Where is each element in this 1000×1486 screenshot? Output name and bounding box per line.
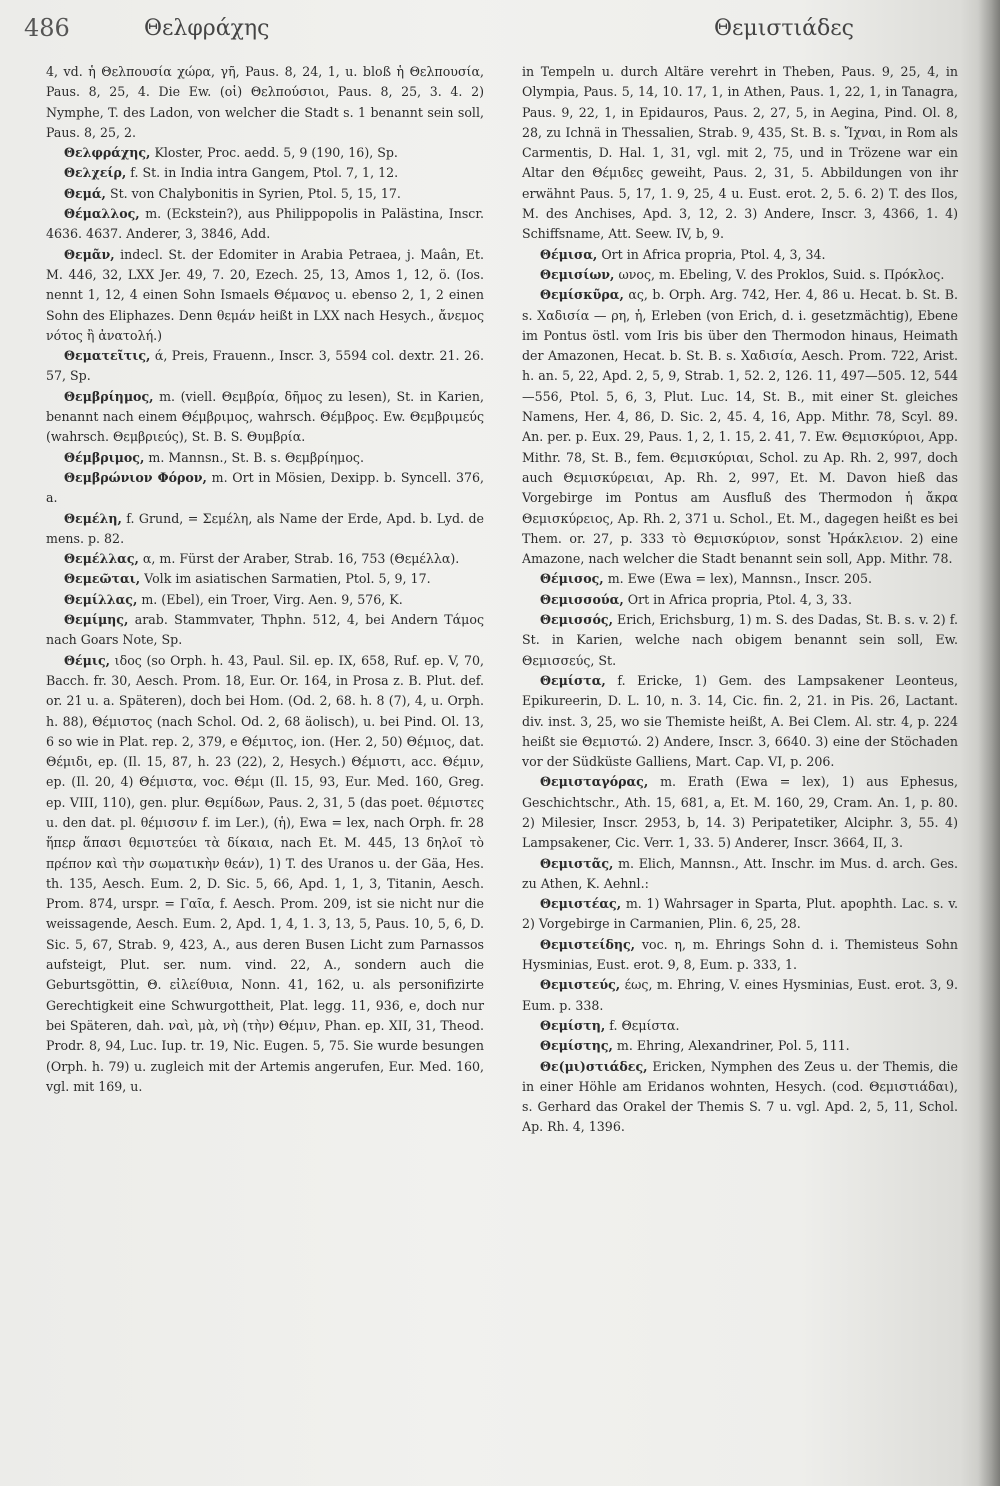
dictionary-entry: [522, 894, 958, 935]
entry-lemma: Θεμέλλας,: [64, 551, 139, 567]
entry-lemma: Θεμιστεύς,: [540, 977, 621, 993]
entry-continuation: [46, 62, 484, 143]
entry-text: m. Ort in Mösien, Dexipp. b. Syncell. 376, a.: [46, 469, 484, 506]
dictionary-entry: [46, 387, 484, 448]
dictionary-entry: [46, 143, 484, 163]
entry-text: in Tempeln u. durch Altäre verehrt in Theben, Paus. 9, 25, 4, in Olympia, Paus. 5, 14, 10. 17, 1, in Athen, Paus. 1, 22, 1, in Tanagra, Paus. 9, 22, 1, in Epidauros, Paus. 2, 27, 5, in Aegina, Pind. Ol. 8, 28, zu Ichnä in Thessalien, Strab. 9, 435, St. B. s. Ἴχναι, in Rom als Carmentis, D. Hal. 1, 31, vgl. mit 2, 75, und in Trözene war ein Altar den Θέμιδες geweiht, Paus. 2, 31, 5. Abbildungen von ihr erwähnt Paus. 5, 17, 1. 9, 25, 4 u. Eust. erot. 2, 5. 6. 2) T. des Ilos, M. des Anchises, Apd. 3, 12, 2. 3) Andere, Inscr. 3, 4366, 1. 4) Schiffsname, Att. Seew. IV, b, 9.: [522, 64, 958, 242]
entry-text: ιδος (so Orph. h. 43, Paul. Sil. ep. IX, 658, Ruf. ep. V, 70, Bacch. fr. 30, Aesch. Prom. 18, Eur. Or. 164, in Prosa z. B. Plut. def. or. 21 u. a. Späteren), doch bei Hom. (Od. 2, 68. h. 8 (7), 4, u. Orph. h. 88), Θέμιστος (nach Schol. Od. 2, 68 äolisch), u. bei Pind. Ol. 13, 6 so wie in Plat. rep. 2, 379, e Θέμιτος, ion. (Her. 2, 50) Θέμιος, dat. Θέμιδι, ep. (Il. 15, 87, h. 23 (22), 2, Hesych.) Θέμιστι, acc. Θέμιν, ep. (Il. 20, 4) Θέμιστα, voc. Θέμι (Il. 15, 93, Eur. Med. 160, Greg. ep. VIII, 110), gen. plur. Θεμίδων, Paus. 2, 31, 5 (das poet. θέμιστες u. den dat. pl. θέμισσιν f. im Ler.), (ἡ), Ewa = lex, nach Orph. fr. 28 ἥπερ ἅπασι θεμιστεύει τὰ δίκαια, nach Et. M. 445, 13 δηλοῖ τὸ πρέπον καὶ τὴν σωματικὴν θεάν), 1) T. des Uranos u. der Gäa, Hes. th. 135, Aesch. Eum. 2, D. Sic. 5, 66, Apd. 1, 1, 3, Titanin, Aesch. Prom. 874, urspr. = Γαῖα, f. Aesch. Prom. 209, ist sie nicht nur die weissagende, Aesch. Eum. 2, Apd. 1, 4, 1. 3, 13, 5, Paus. 10, 5, 6, D. Sic. 5, 67, Strab. 9, 423, A., aus deren Busen Licht zum Parnassos aufsteigt, Plut. ser. num. vind. 22, A., sondern auch die Geburtsgöttin, Θ. εἰλείθυια, Nonn. 41, 162, u. als personifizirte Gerechtigkeit eine Schwurgottheit, Plat. legg. 11, 936, e, doch nur bei Späteren, dah. ναὶ, μὰ, νὴ (τὴν) Θέμιν, Phan. ep. XII, 31, Theod. Prodr. 8, 94, Luc. Iup. tr. 19, Nic. Eugen. 5, 75. Sie wurde besungen (Orph. h. 79) u. zugleich mit der Artemis angerufen, Eur. Med. 160, vgl. mit 169, u.: [46, 652, 484, 1094]
entry-text: Kloster, Proc. aedd. 5, 9 (190, 16), Sp.: [154, 145, 398, 161]
entry-text: arab. Stammvater, Thphn. 512, 4, bei Andern Τάμος nach Goars Note, Sp.: [46, 612, 484, 648]
entry-text: Ort in Africa propria, Ptol. 4, 3, 33.: [627, 591, 852, 607]
entry-text: m. Mannsn., St. B. s. Θεμβρίημος.: [148, 449, 364, 465]
entry-text: St. von Chalybonitis in Syrien, Ptol. 5, 15, 17.: [109, 185, 401, 201]
page-number: 486: [24, 14, 70, 42]
entry-lemma: Θελχείρ,: [64, 165, 127, 181]
entry-text: Volk im asiatischen Sarmatien, Ptol. 5, 9, 17.: [144, 571, 431, 587]
entry-text: m. (viell. Θεμβρία, δῆμος zu lesen), St. in Karien, benannt nach einem Θέμβριμος, wahrsch. Θέμβρος. Ew. Θεμβριμεύς (wahrsch. Θεμβριεύς), St. B. S. Θυμβρία.: [46, 388, 484, 445]
dictionary-entry: [46, 346, 484, 387]
entry-continuation: [522, 62, 958, 245]
entry-lemma: Θεμισσούα,: [540, 591, 624, 607]
entry-text: Ort in Africa propria, Ptol. 4, 3, 34.: [601, 246, 826, 262]
entry-text: f. Θεμίστα.: [609, 1017, 680, 1033]
page-header: [24, 6, 976, 46]
dictionary-entry: [46, 204, 484, 245]
dictionary-entry: [46, 610, 484, 651]
dictionary-entry: [46, 590, 484, 610]
dictionary-entry: [522, 590, 958, 610]
entry-lemma: Θέμισος,: [540, 571, 604, 587]
dictionary-entry: [522, 610, 958, 671]
entry-text: ωνος, m. Ebeling, V. des Proklos, Suid. s. Πρόκλος.: [618, 266, 945, 282]
entry-text: 4, vd. ἡ Θελπουσία χώρα, γῆ, Paus. 8, 24, 1, u. bloß ἡ Θελπουσία, Paus. 8, 25, 4. Die Ew. (οἱ) Θελπούσιοι, Paus. 8, 25, 3. 4. 2) Nymphe, T. des Ladon, von welcher die Stadt s. 1 benannt sein soll, Paus. 8, 25, 2.: [46, 64, 484, 140]
entry-lemma: Θέμισα,: [540, 246, 598, 262]
entry-text: f. Grund, = Σεμέλη, als Name der Erde, Apd. b. Lyd. de mens. p. 82.: [46, 510, 484, 546]
entry-lemma: Θέμβριμος,: [64, 449, 145, 465]
entry-text: Ericken, Nymphen des Zeus u. der Themis, die in einer Höhle am Eridanos wohnten, Hesych. (cod. Θεμιστιάδαι), s. Gerhard das Orakel der Themis S. 7 u. vgl. Apd. 2, 5, 11, Schol. Ap. Rh. 4, 1396.: [522, 1058, 958, 1135]
entry-text: m. (Ebel), ein Troer, Virg. Aen. 9, 576, K.: [141, 591, 403, 607]
dictionary-entry: [522, 975, 958, 1016]
dictionary-entry: [522, 1036, 958, 1056]
entry-lemma: Θεμεῶται,: [64, 571, 141, 587]
dictionary-entry: [46, 509, 484, 550]
entry-text: Erich, Erichsburg, 1) m. S. des Dadas, St. B. s. v. 2) f. St. in Karien, welche nach obigem benannt sein soll, Ew. Θεμισσεύς, St.: [522, 612, 958, 668]
dictionary-entry: [46, 549, 484, 569]
entry-lemma: Θεμιστείδης,: [540, 936, 636, 952]
entry-lemma: Θεμᾶν,: [64, 246, 115, 262]
entry-lemma: Θεμίστης,: [540, 1038, 613, 1054]
entry-lemma: Θεμισταγόρας,: [540, 774, 649, 790]
dictionary-entry: [522, 772, 958, 853]
entry-lemma: Θεμίστη,: [540, 1017, 606, 1033]
entry-text: indecl. St. der Edomiter in Arabia Petraea, j. Maân, Et. M. 446, 32, LXX Jer. 49, 7. 20, Ezech. 25, 13, Amos 1, 12, ö. (Ios. nennt 1, 12, 4 einen Sohn Ismaels Θέμανος u. ebenso 2, 1, 2 einen Sohn des Eliphazes. Denn θεμάν heißt in LXX nach Hesych., ἄνεμος νότος ἢ ἀνατολή.): [46, 246, 484, 343]
entry-text: f. St. in India intra Gangem, Ptol. 7, 1, 12.: [130, 165, 399, 181]
dictionary-entry: [522, 935, 958, 976]
running-headword-left: Θελφράχης: [144, 16, 270, 41]
entry-text: m. Ehring, Alexandriner, Pol. 5, 111.: [616, 1038, 850, 1054]
entry-lemma: Θέμις,: [64, 652, 110, 668]
entry-text: ας, b. Orph. Arg. 742, Her. 4, 86 u. Hecat. b. St. B. s. Χαδισία — ρη, ἡ, Erleben (von Erich, d. i. gesetzmächtig), Ebene im Pontus östl. vom Iris bis über den Thermodon hinaus, Heimath der Amazonen, Hecat. b. St. B. s. Χαδισία, Aesch. Prom. 722, Arist. h. an. 5, 22, Apd. 2, 5, 9, Strab. 1, 52. 2, 126. 11, 497—505. 12, 544—556, Ptol. 5, 6, 3, Plut. Luc. 14, St. B., mit einer St. gleiches Namens, Her. 4, 86, D. Sic. 2, 45. 4, 16, App. Mithr. 78, Scyl. 89. An. per. p. Eux. 29, Paus. 1, 2, 1. 15, 2. 41, 7. Ew. Θεμισκύριοι, App. Mithr. 78, St. B., fem. Θεμισκύριαι, Schol. zu Ap. Rh. 2, 997, doch auch Θεμισκύρειαι, Ap. Rh. 2, 997, Et. M. Davon hieß das Vorgebirge im Pontus am Ausfluß des Thermodon ἡ ἄκρα Θεμισκύρειος, Ap. Rh. 2, 371 u. Schol., Et. M., dagegen heißt es bei Them. or. 27, p. 333 τὸ Θεμισκύριον, sonst Ἡράκλειον. 2) eine Amazone, nach welcher die Stadt benannt sein soll, App. Mithr. 78.: [522, 287, 958, 567]
dictionary-entry: [522, 854, 958, 895]
dictionary-entry: [46, 569, 484, 589]
entry-lemma: Θεμβρώνιον Φόρον,: [64, 469, 207, 485]
entry-text: έως, m. Ehring, V. eines Hysminias, Eust. erot. 3, 9. Eum. p. 338.: [522, 977, 958, 1013]
dictionary-entry: [46, 184, 484, 204]
entry-lemma: Θεμβρίημος,: [64, 388, 154, 404]
entry-text: ά, Preis, Frauenn., Inscr. 3, 5594 col. dextr. 21. 26. 57, Sp.: [46, 348, 484, 384]
entry-text: m. Elich, Mannsn., Att. Inschr. im Mus. d. arch. Ges. zu Athen, K. Aehnl.:: [522, 855, 958, 891]
entry-lemma: Θελφράχης,: [64, 145, 151, 161]
entry-text: m. Ewe (Ewa = lex), Mannsn., Inscr. 205.: [607, 571, 873, 587]
dictionary-entry: [522, 569, 958, 589]
entry-lemma: Θεμισσός,: [540, 612, 613, 628]
dictionary-entry: [46, 163, 484, 183]
entry-text: m. 1) Wahrsager in Sparta, Plut. apophth. Lac. s. v. 2) Vorgebirge in Carmanien, Plin. 6, 25, 28.: [522, 896, 958, 932]
entry-text: m. (Eckstein?), aus Philippopolis in Palästina, Inscr. 4636. 4637. Anderer, 3, 3846, Add.: [46, 206, 484, 242]
entry-lemma: Θε(μι)στιάδες,: [540, 1058, 648, 1074]
dictionary-entry: [46, 468, 484, 509]
page-edge-shadow: [978, 0, 1000, 1486]
entry-lemma: Θεμιστᾶς,: [540, 855, 614, 871]
entry-text: voc. η, m. Ehrings Sohn d. i. Themisteus Sohn Hysminias, Eust. erot. 9, 8, Eum. p. 333, 1.: [522, 936, 958, 973]
entry-lemma: Θεμίστα,: [540, 672, 606, 688]
dictionary-entry: [46, 448, 484, 468]
dictionary-entry: [522, 285, 958, 569]
running-headword-right: Θεμιστιάδες: [714, 16, 854, 41]
entry-lemma: Θεμίλλας,: [64, 591, 138, 607]
entry-text: f. Ericke, 1) Gem. des Lampsakener Leonteus, Epikureerin, D. L. 10, n. 3. 14, Cic. fin. 2, 21. in Pis. 26, Lactant. div. inst. 3, 25, wo sie Themiste heißt, A. Bei Clem. Al. str. 4, p. 224 heißt sie Θεμιστώ. 2) Andere, Inscr. 3, 6640. 3) eine der Stöchaden vor der Südküste Galliens, Mart. Cap. VI, p. 206.: [522, 672, 958, 770]
left-column: [46, 62, 484, 1097]
entry-lemma: Θεμά,: [64, 185, 106, 201]
entry-text: α, m. Fürst der Araber, Strab. 16, 753 (Θεμέλλα).: [142, 551, 460, 567]
entry-lemma: Θεμίσκῦρα,: [540, 287, 624, 303]
entry-lemma: Θεματεῖτις,: [64, 348, 151, 364]
entry-lemma: Θεμίμης,: [64, 612, 129, 628]
dictionary-entry: [522, 245, 958, 265]
dictionary-entry: [46, 245, 484, 346]
entry-text: m. Erath (Ewa = lex), 1) aus Ephesus, Geschichtschr., Ath. 15, 681, a, Et. M. 160, 29, Cram. An. 1, p. 80. 2) Milesier, Inscr. 2953, b, 14. 3) Peripatetiker, Alciphr. 3, 55. 4) Lampsakener, Cic. Verr. 1, 33. 5) Anderer, Inscr. 3664, II, 3.: [522, 774, 958, 851]
dictionary-entry: [522, 671, 958, 772]
dictionary-entry: [46, 651, 484, 1098]
entry-lemma: Θεμιστέας,: [540, 896, 622, 912]
dictionary-entry: [522, 1057, 958, 1138]
dictionary-entry: [522, 1016, 958, 1036]
entry-lemma: Θεμέλη,: [64, 510, 122, 526]
entry-lemma: Θέμαλλος,: [64, 206, 140, 222]
right-column: [522, 62, 958, 1138]
dictionary-entry: [522, 265, 958, 285]
entry-lemma: Θεμισίων,: [540, 266, 615, 282]
